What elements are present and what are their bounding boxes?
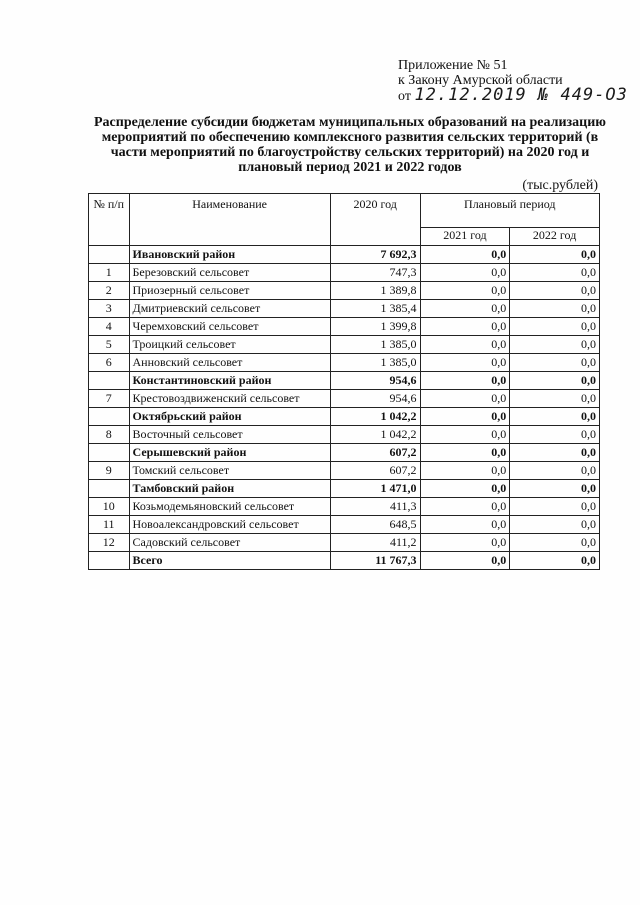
row-number: 12 [89,534,130,552]
row-value-2021: 0,0 [420,552,510,570]
row-value-2021: 0,0 [420,516,510,534]
table-row [89,516,600,534]
row-number [89,246,130,264]
table-row [89,390,600,408]
header-number: № п/п [89,194,130,246]
row-value-2020: 1 399,8 [330,318,420,336]
row-name: Константиновский район [129,372,330,390]
row-name: Козьмодемьяновский сельсовет [129,498,330,516]
appendix-from: от [398,89,411,104]
table-row [89,300,600,318]
row-name: Березовский сельсовет [129,264,330,282]
row-value-2022: 0,0 [510,246,600,264]
row-value-2020: 1 385,0 [330,336,420,354]
subsidy-table [88,193,600,570]
document-title: Распределение субсидии бюджетам муниципальных образований на реализацию мероприятий по обеспечению комплексного развития сельских территорий (в части мероприятий по благоустройству сельских территорий) на 2020 год и плановый период 2021 и 2022 годов [94,115,606,175]
row-number: 7 [89,390,130,408]
row-value-2021: 0,0 [420,372,510,390]
row-name: Восточный сельсовет [129,426,330,444]
row-name: Тамбовский район [129,480,330,498]
table-row-total [89,246,600,264]
row-value-2020: 648,5 [330,516,420,534]
row-value-2021: 0,0 [420,264,510,282]
row-value-2020: 1 385,0 [330,354,420,372]
header-2021: 2021 год [420,228,510,246]
row-name: Анновский сельсовет [129,354,330,372]
row-value-2020: 1 471,0 [330,480,420,498]
row-value-2022: 0,0 [510,300,600,318]
row-value-2021: 0,0 [420,390,510,408]
row-name: Томский сельсовет [129,462,330,480]
row-name: Дмитриевский сельсовет [129,300,330,318]
table-row [89,282,600,300]
row-number [89,480,130,498]
row-number: 6 [89,354,130,372]
row-value-2021: 0,0 [420,246,510,264]
row-value-2022: 0,0 [510,444,600,462]
table-body [89,246,600,570]
appendix-date-line [398,85,628,105]
row-value-2021: 0,0 [420,534,510,552]
row-number [89,408,130,426]
row-name: Приозерный сельсовет [129,282,330,300]
row-value-2022: 0,0 [510,264,600,282]
table-row [89,462,600,480]
row-value-2021: 0,0 [420,300,510,318]
row-value-2021: 0,0 [420,354,510,372]
row-value-2020: 7 692,3 [330,246,420,264]
appendix-law: к Закону Амурской области [398,73,563,88]
row-value-2022: 0,0 [510,498,600,516]
row-value-2022: 0,0 [510,318,600,336]
units-label: (тыс.рублей) [522,178,598,193]
row-value-2022: 0,0 [510,282,600,300]
row-number: 4 [89,318,130,336]
row-value-2021: 0,0 [420,498,510,516]
row-value-2020: 411,3 [330,498,420,516]
row-value-2020: 1 389,8 [330,282,420,300]
appendix-header [398,58,628,104]
row-number [89,552,130,570]
row-value-2021: 0,0 [420,426,510,444]
row-value-2020: 954,6 [330,372,420,390]
header-name: Наименование [129,194,330,246]
row-value-2020: 11 767,3 [330,552,420,570]
row-value-2021: 0,0 [420,480,510,498]
row-name: Садовский сельсовет [129,534,330,552]
row-name: Черемховский сельсовет [129,318,330,336]
row-value-2021: 0,0 [420,444,510,462]
header-planned-period: Плановый период [420,194,599,228]
row-value-2022: 0,0 [510,390,600,408]
table-row [89,534,600,552]
row-number: 1 [89,264,130,282]
table-row [89,354,600,372]
header-2020: 2020 год [330,194,420,246]
table-row-total [89,480,600,498]
table-row-total [89,372,600,390]
table-row [89,426,600,444]
row-name: Крестовоздвиженский сельсовет [129,390,330,408]
row-number: 10 [89,498,130,516]
row-value-2021: 0,0 [420,408,510,426]
row-number: 8 [89,426,130,444]
row-value-2022: 0,0 [510,426,600,444]
row-number [89,444,130,462]
row-number: 11 [89,516,130,534]
row-value-2020: 747,3 [330,264,420,282]
row-value-2022: 0,0 [510,480,600,498]
row-name: Всего [129,552,330,570]
row-value-2020: 1 042,2 [330,408,420,426]
table-row [89,498,600,516]
row-value-2020: 1 385,4 [330,300,420,318]
table-row [89,336,600,354]
row-value-2020: 411,2 [330,534,420,552]
row-value-2022: 0,0 [510,552,600,570]
row-number [89,372,130,390]
row-value-2022: 0,0 [510,354,600,372]
row-value-2022: 0,0 [510,462,600,480]
row-value-2022: 0,0 [510,534,600,552]
row-value-2021: 0,0 [420,282,510,300]
row-name: Новоалександровский сельсовет [129,516,330,534]
table-row-total [89,408,600,426]
row-number: 3 [89,300,130,318]
row-value-2022: 0,0 [510,516,600,534]
row-value-2021: 0,0 [420,336,510,354]
header-2022: 2022 год [510,228,600,246]
row-value-2020: 607,2 [330,444,420,462]
row-number: 2 [89,282,130,300]
row-value-2022: 0,0 [510,408,600,426]
row-value-2021: 0,0 [420,462,510,480]
row-number: 9 [89,462,130,480]
row-value-2022: 0,0 [510,372,600,390]
appendix-number: Приложение № 51 [398,58,508,73]
row-value-2022: 0,0 [510,336,600,354]
table-row [89,318,600,336]
row-name: Серышевский район [129,444,330,462]
row-value-2020: 607,2 [330,462,420,480]
table-row [89,264,600,282]
row-value-2021: 0,0 [420,318,510,336]
row-value-2020: 1 042,2 [330,426,420,444]
table-row-total [89,444,600,462]
row-number: 5 [89,336,130,354]
row-value-2020: 954,6 [330,390,420,408]
table-row-total [89,552,600,570]
handwritten-date-number: 12.12.2019 № 449-ОЗ [414,85,628,105]
row-name: Троицкий сельсовет [129,336,330,354]
row-name: Октябрьский район [129,408,330,426]
row-name: Ивановский район [129,246,330,264]
